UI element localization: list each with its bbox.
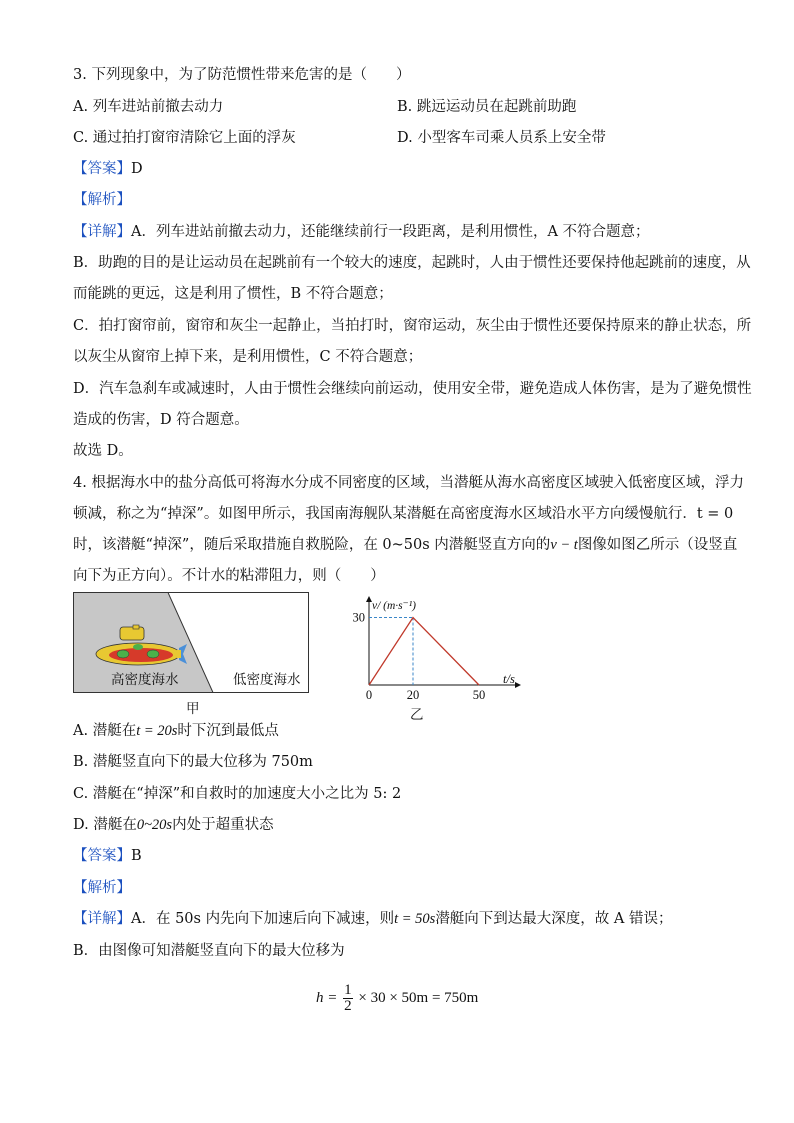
answer-label: 【答案】 [73,161,131,177]
vt-notation: v − t [550,537,578,553]
stem3-a: 时，该潜艇“掉深”，随后采取措施自救脱险，在 0~50s 内潜艇竖直方向的 [73,537,551,553]
detail-a-math: t = 50s [394,911,436,927]
q4-answer [73,846,142,866]
detail-label: 【详解】 [73,224,131,240]
figure-yi-caption: 乙 [410,707,424,723]
x-axis-arrow [515,682,521,688]
q3-option-a: A. 列车进站前撤去动力 [73,99,224,115]
q4-analysis-label [73,878,131,898]
detail-a-text: A．列车进站前撤去动力，还能继续前行一段距离，是利用惯性，A 不符合题意； [131,224,650,240]
displacement-formula [316,983,478,1023]
detail-label: 【详解】 [73,911,131,927]
vt-chart [345,594,525,706]
q3-answer [73,159,143,179]
figure-yi [345,594,525,706]
option-d-math: 0~20s [136,817,173,833]
figure-jia-caption: 甲 [186,701,200,717]
analysis-label: 【解析】 [73,192,131,208]
label-high-density: 高密度海水 [111,672,179,688]
answer-label: 【答案】 [73,848,131,864]
q3-detail-d-line2: 造成的伤害，D 符合题意。 [73,412,249,428]
y-axis-label: v/ (m·s⁻¹) [372,600,417,612]
q3-detail-b-line1: B．助跑的目的是让运动员在起跳前有一个较大的速度，起跳时，人由于惯性还要保持他起跳前的速度，从 [73,255,751,271]
fraction-denominator: 2 [344,998,352,1014]
q3-option-c: C. 通过拍打窗帘清除它上面的浮灰 [73,130,296,146]
fraction-numerator: 1 [344,982,352,998]
q3-detail-c-line2: 以灰尘从窗帘上掉下来，是利用惯性，C 不符合题意； [73,349,423,365]
q3-detail-a [73,222,650,242]
q4-detail-a [73,909,673,929]
q3-detail-c-line1: C．拍打窗帘前，窗帘和灰尘一起静止，当拍打时，窗帘运动，灰尘由于惯性还要保持原来的静止状态，所 [73,318,752,334]
option-a-post: 时下沉到最低点 [177,723,279,739]
q4-option-b: B. 潜艇竖直向下的最大位移为 750m [73,754,313,770]
q3-conclusion: 故选 D。 [73,443,133,459]
q3-detail-d-line1: D．汽车急刹车或减速时，人由于惯性会继续向前运动，使用安全带，避免造成人体伤害，是为了避免惯性 [73,381,752,397]
q3-option-d: D. 小型客车司乘人员系上安全带 [397,130,606,146]
x-tick-label-50: 50 [472,688,486,702]
figure-jia [73,592,309,693]
q4-detail-b: B．由图像可知潜艇竖直向下的最大位移为 [73,943,345,959]
q4-option-a [73,721,279,741]
formula-rhs: × 30 × 50m = 750m [358,989,479,1006]
q4-option-d [73,815,274,835]
answer-value: D [131,161,143,177]
label-low-density: 低密度海水 [233,672,301,688]
q4-option-c: C. 潜艇在“掉深”和自救时的加速度大小之比为 5: 2 [73,786,402,802]
q3-stem: 3. 下列现象中，为了防范惯性带来危害的是（ ） [73,67,411,83]
velocity-series-line [369,618,479,686]
x-axis-label: t/s [503,672,515,686]
option-a-pre: A. 潜艇在 [73,723,137,739]
q3-detail-b-line2: 而能跳的更远，这是利用了惯性，B 不符合题意； [73,286,393,302]
q4-stem-line1: 4. 根据海水中的盐分高低可将海水分成不同密度的区域，当潜艇从海水高密度区域驶入低密度区域，浮力 [73,475,744,491]
y-tick-label-30: 30 [352,610,365,625]
answer-value: B [131,848,142,864]
x-tick-label-0: 0 [365,688,373,702]
x-tick-label-20: 20 [406,688,420,702]
q3-option-b: B. 跳远运动员在起跳前助跑 [397,99,577,115]
formula-fraction [343,983,353,1014]
option-d-post: 内处于超重状态 [172,817,274,833]
detail-a-pre: A．在 50s 内先向下加速后向下减速，则 [131,911,395,927]
q4-stem-line3 [73,535,737,555]
option-d-pre: D. 潜艇在 [73,817,137,833]
option-a-math: t = 20s [136,723,178,739]
q4-stem-line4: 向下为正方向）。不计水的粘滞阻力，则（ ） [73,568,385,584]
detail-a-post: 潜艇向下到达最大深度，故 A 错误； [435,911,673,927]
formula-lhs: h = [316,989,338,1006]
q4-stem-line2: 顿减，称之为“掉深”。如图甲所示，我国南海舰队某潜艇在高密度海水区域沿水平方向缓慢航行．t = 0 [73,506,734,522]
analysis-label: 【解析】 [73,880,131,896]
stem3-b: 图像如图乙所示（设竖直 [577,537,738,553]
q3-analysis-label [73,190,131,210]
